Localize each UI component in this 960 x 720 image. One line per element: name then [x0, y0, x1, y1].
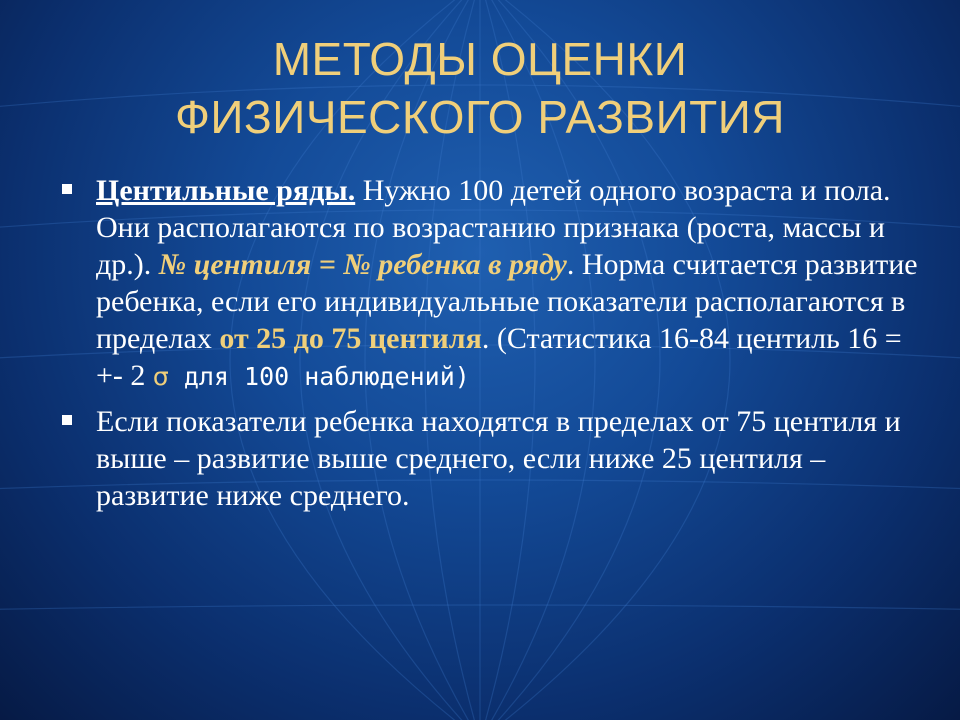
square-bullet-icon [62, 415, 72, 425]
title-line-1: МЕТОДЫ ОЦЕНКИ [272, 33, 688, 85]
bullet-item-centile-rows [60, 172, 920, 395]
bullet-text-part-3: . (Статистика 16-84 центиль 16 = +- 2 [96, 322, 902, 392]
bullet-text-part-2: . Норма считается развитие ребенка, если его индивидуальные показатели располагаются в пределах [96, 248, 918, 355]
highlight-25-to-75-centile: от 25 до 75 центиля [219, 322, 482, 355]
bullet-item-interpretation [60, 403, 920, 514]
title-line-2: ФИЗИЧЕСКОГО РАЗВИТИЯ [174, 91, 786, 143]
highlight-centile-equals-child: № центиля = № ребенка в ряду [158, 248, 567, 281]
term-centile-rows: Центильные ряды. [96, 174, 356, 207]
slide-title [0, 30, 960, 146]
slide-body [60, 172, 920, 522]
bullet-text-interpretation: Если показатели ребенка находятся в пределах от 75 центиля и выше – развитие выше среднего, если ниже 25 центиля – развитие ниже среднего. [96, 405, 901, 512]
sigma-symbol: σ [152, 362, 169, 391]
bullet-text-part-4: для 100 наблюдений) [168, 362, 470, 391]
bullet-text-part-1: Нужно 100 детей одного возраста и пола. Они располагаются по возрастанию признака (роста, массы и др.). [96, 174, 891, 281]
square-bullet-icon [62, 184, 72, 194]
